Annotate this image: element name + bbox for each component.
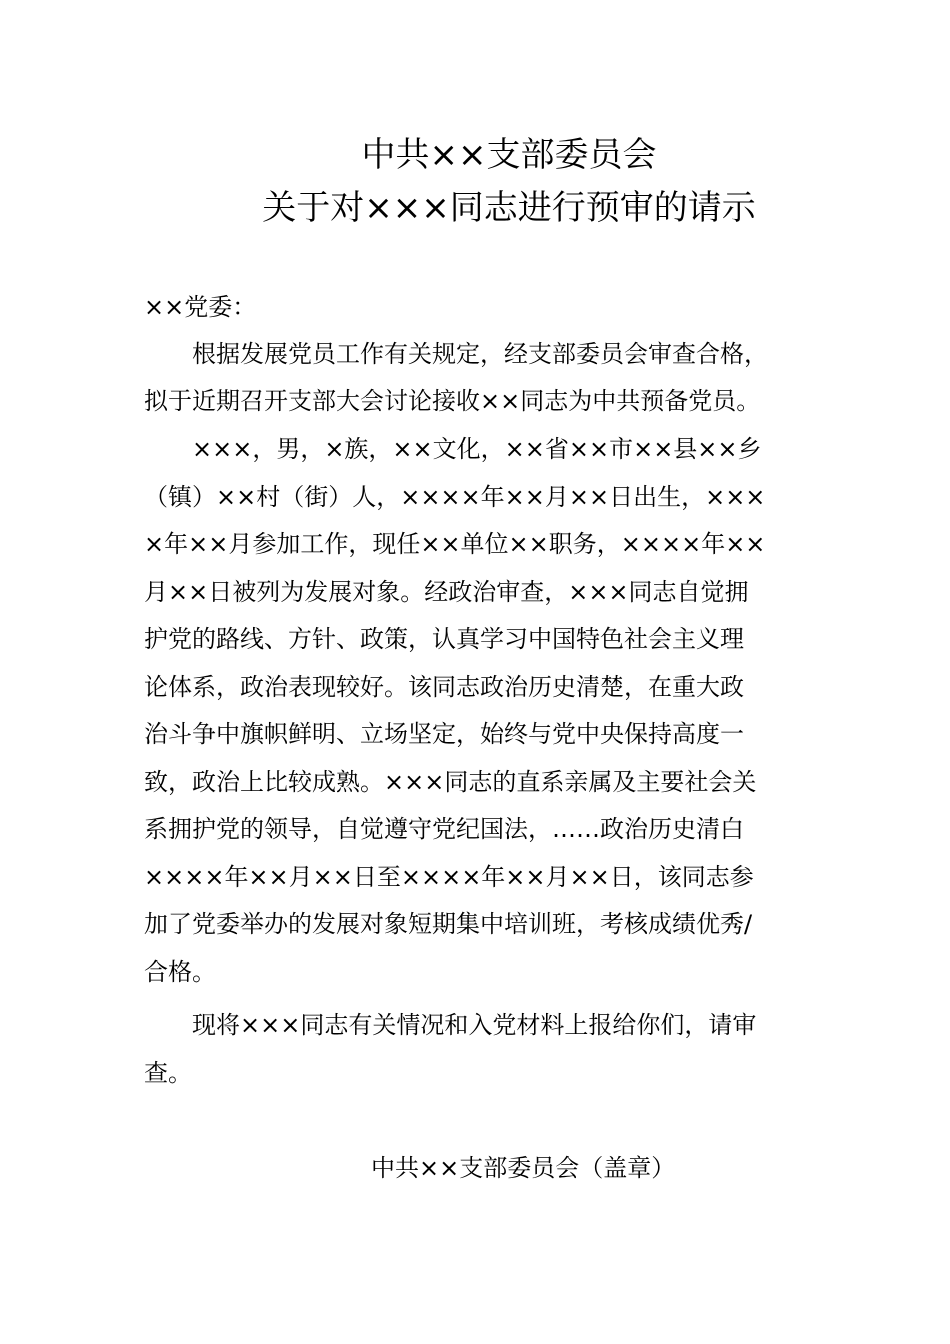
- paragraph-2-line: 治斗争中旗帜鲜明、立场坚定，始终与党中央保持高度一: [144, 720, 744, 748]
- paragraph-2-line: ×××，男，×族，××文化，××省××市××县××乡: [192, 435, 762, 463]
- paragraph-3-line-1: 现将×××同志有关情况和入党材料上报给你们，请审: [192, 1011, 757, 1039]
- paragraph-2-line: 论体系，政治表现较好。该同志政治历史清楚，在重大政: [144, 672, 744, 701]
- paragraph-2-line: 致，政治上比较成熟。×××同志的直系亲属及主要社会关: [144, 767, 757, 796]
- paragraph-1-line-2: 拟于近期召开支部大会讨论接收××同志为中共预备党员。: [144, 387, 761, 415]
- paragraph-2: [144, 426, 834, 996]
- paragraph-2-line: ××××年××月××日至××××年××月××日，该同志参: [144, 862, 754, 891]
- paragraph-2-line: 合格。: [144, 957, 216, 986]
- document-title-line2: 关于对×××同志进行预审的请示: [262, 188, 756, 228]
- paragraph-2-line: ×年××月参加工作，现任××单位××职务，××××年××: [144, 530, 766, 558]
- document-title-line1: 中共××支部委员会: [361, 135, 657, 175]
- salutation: ××党委：: [144, 293, 257, 321]
- paragraph-2-line: 加了党委举办的发展对象短期集中培训班，考核成绩优秀/: [144, 910, 753, 938]
- paragraph-2-line: 系拥护党的领导，自觉遵守党纪国法，……政治历史清白: [144, 815, 744, 843]
- signature: 中共××支部委员会（盖章）: [371, 1154, 676, 1182]
- paragraph-2-line: 月××日被列为发展对象。经政治审查，×××同志自觉拥: [144, 577, 749, 606]
- paragraph-1-line-1: 根据发展党员工作有关规定，经支部委员会审查合格，: [192, 340, 768, 368]
- paragraph-2-line: （镇）××村（街）人，××××年××月××日出生，×××: [144, 482, 766, 511]
- paragraph-3-line-2: 查。: [144, 1059, 192, 1087]
- paragraph-2-line: 护党的路线、方针、政策，认真学习中国特色社会主义理: [144, 625, 744, 653]
